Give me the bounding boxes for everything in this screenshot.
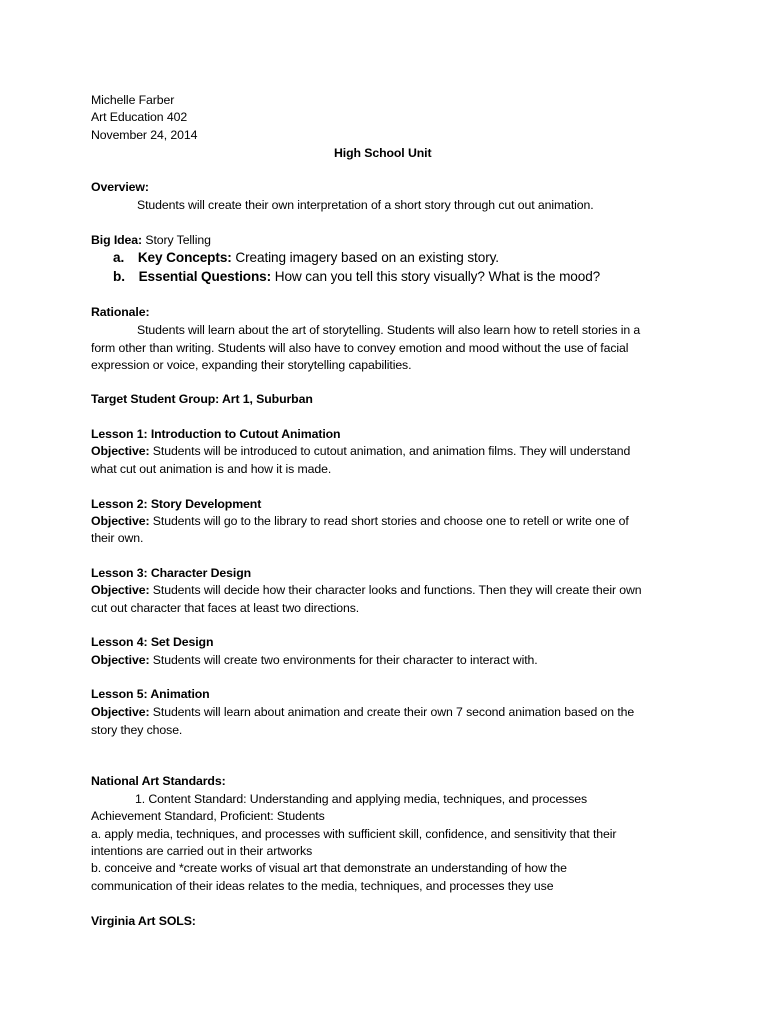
lesson-objective <box>91 652 691 670</box>
objective-text: Students will create two environments for their character to interact with. <box>149 653 538 667</box>
key-concepts-label: Key Concepts: <box>137 250 232 265</box>
objective-text: Students will be introduced to cutout animation, and animation films. They will understand <box>149 444 631 458</box>
key-concepts-item <box>113 249 713 267</box>
objective-label: Objective: <box>91 444 150 458</box>
overview-label: Overview: <box>91 180 149 194</box>
lesson-title: Lesson 5: Animation <box>91 687 210 701</box>
standard-item: communication of their ideas relates to the media, techniques, and processes they use <box>91 879 554 893</box>
lesson-objective-line: story they chose. <box>91 723 183 737</box>
big-idea <box>91 232 691 250</box>
objective-text: Students will learn about animation and create their own 7 second animation based on the <box>149 705 635 719</box>
document-title: High School Unit <box>334 146 432 160</box>
rationale-line: Students will learn about the art of storytelling. Students will also learn how to retell stories in a <box>137 323 641 337</box>
standards-label: National Art Standards: <box>91 774 226 788</box>
lesson-objective <box>91 704 691 722</box>
rationale-line: form other than writing. Students will also have to convey emotion and mood without the use of facial <box>91 341 629 355</box>
lesson-objective <box>91 513 691 531</box>
objective-label: Objective: <box>91 653 150 667</box>
lesson-title: Lesson 3: Character Design <box>91 566 252 580</box>
essential-questions-item <box>113 268 713 286</box>
objective-label: Objective: <box>91 705 150 719</box>
big-idea-value: Story Telling <box>142 233 211 247</box>
lesson-title: Lesson 1: Introduction to Cutout Animation <box>91 427 341 441</box>
standard-item: b. conceive and *create works of visual art that demonstrate an understanding of how the <box>91 861 567 875</box>
rationale-line: expression or voice, expanding their storytelling capabilities. <box>91 358 412 372</box>
lesson-objective <box>91 443 691 461</box>
lesson-objective <box>91 582 691 600</box>
course-name: Art Education 402 <box>91 110 188 124</box>
standard-item: intentions are carried out in their artworks <box>91 844 313 858</box>
essential-questions-value: How can you tell this story visually? What is the mood? <box>271 269 601 284</box>
overview-text: Students will create their own interpretation of a short story through cut out animation. <box>137 198 594 212</box>
objective-text: Students will decide how their character looks and functions. Then they will create their own <box>149 583 642 597</box>
lesson-objective-line: what cut out animation is and how it is made. <box>91 462 332 476</box>
key-concepts-marker: a. <box>113 250 125 265</box>
rationale-label: Rationale: <box>91 305 150 319</box>
document-date: November 24, 2014 <box>91 128 198 142</box>
lesson-title: Lesson 4: Set Design <box>91 635 214 649</box>
virginia-sols-label: Virginia Art SOLS: <box>91 914 196 928</box>
essential-questions-label: Essential Questions: <box>138 269 272 284</box>
key-concepts-value: Creating imagery based on an existing story. <box>231 250 499 265</box>
target-group: Target Student Group: Art 1, Suburban <box>91 392 313 406</box>
big-idea-label: Big Idea: <box>91 233 143 247</box>
author-name: Michelle Farber <box>91 93 175 107</box>
standard-item: a. apply media, techniques, and processes with sufficient skill, confidence, and sensitivity that their <box>91 827 617 841</box>
content-standard: 1. Content Standard: Understanding and applying media, techniques, and processes <box>135 792 588 806</box>
lesson-objective-line: their own. <box>91 531 144 545</box>
essential-questions-marker: b. <box>113 269 125 284</box>
lesson-title: Lesson 2: Story Development <box>91 497 262 511</box>
lesson-objective-line: cut out character that faces at least two directions. <box>91 601 360 615</box>
objective-label: Objective: <box>91 583 150 597</box>
objective-label: Objective: <box>91 514 150 528</box>
objective-text: Students will go to the library to read short stories and choose one to retell or write one of <box>149 514 629 528</box>
achievement-standard: Achievement Standard, Proficient: Students <box>91 809 325 823</box>
